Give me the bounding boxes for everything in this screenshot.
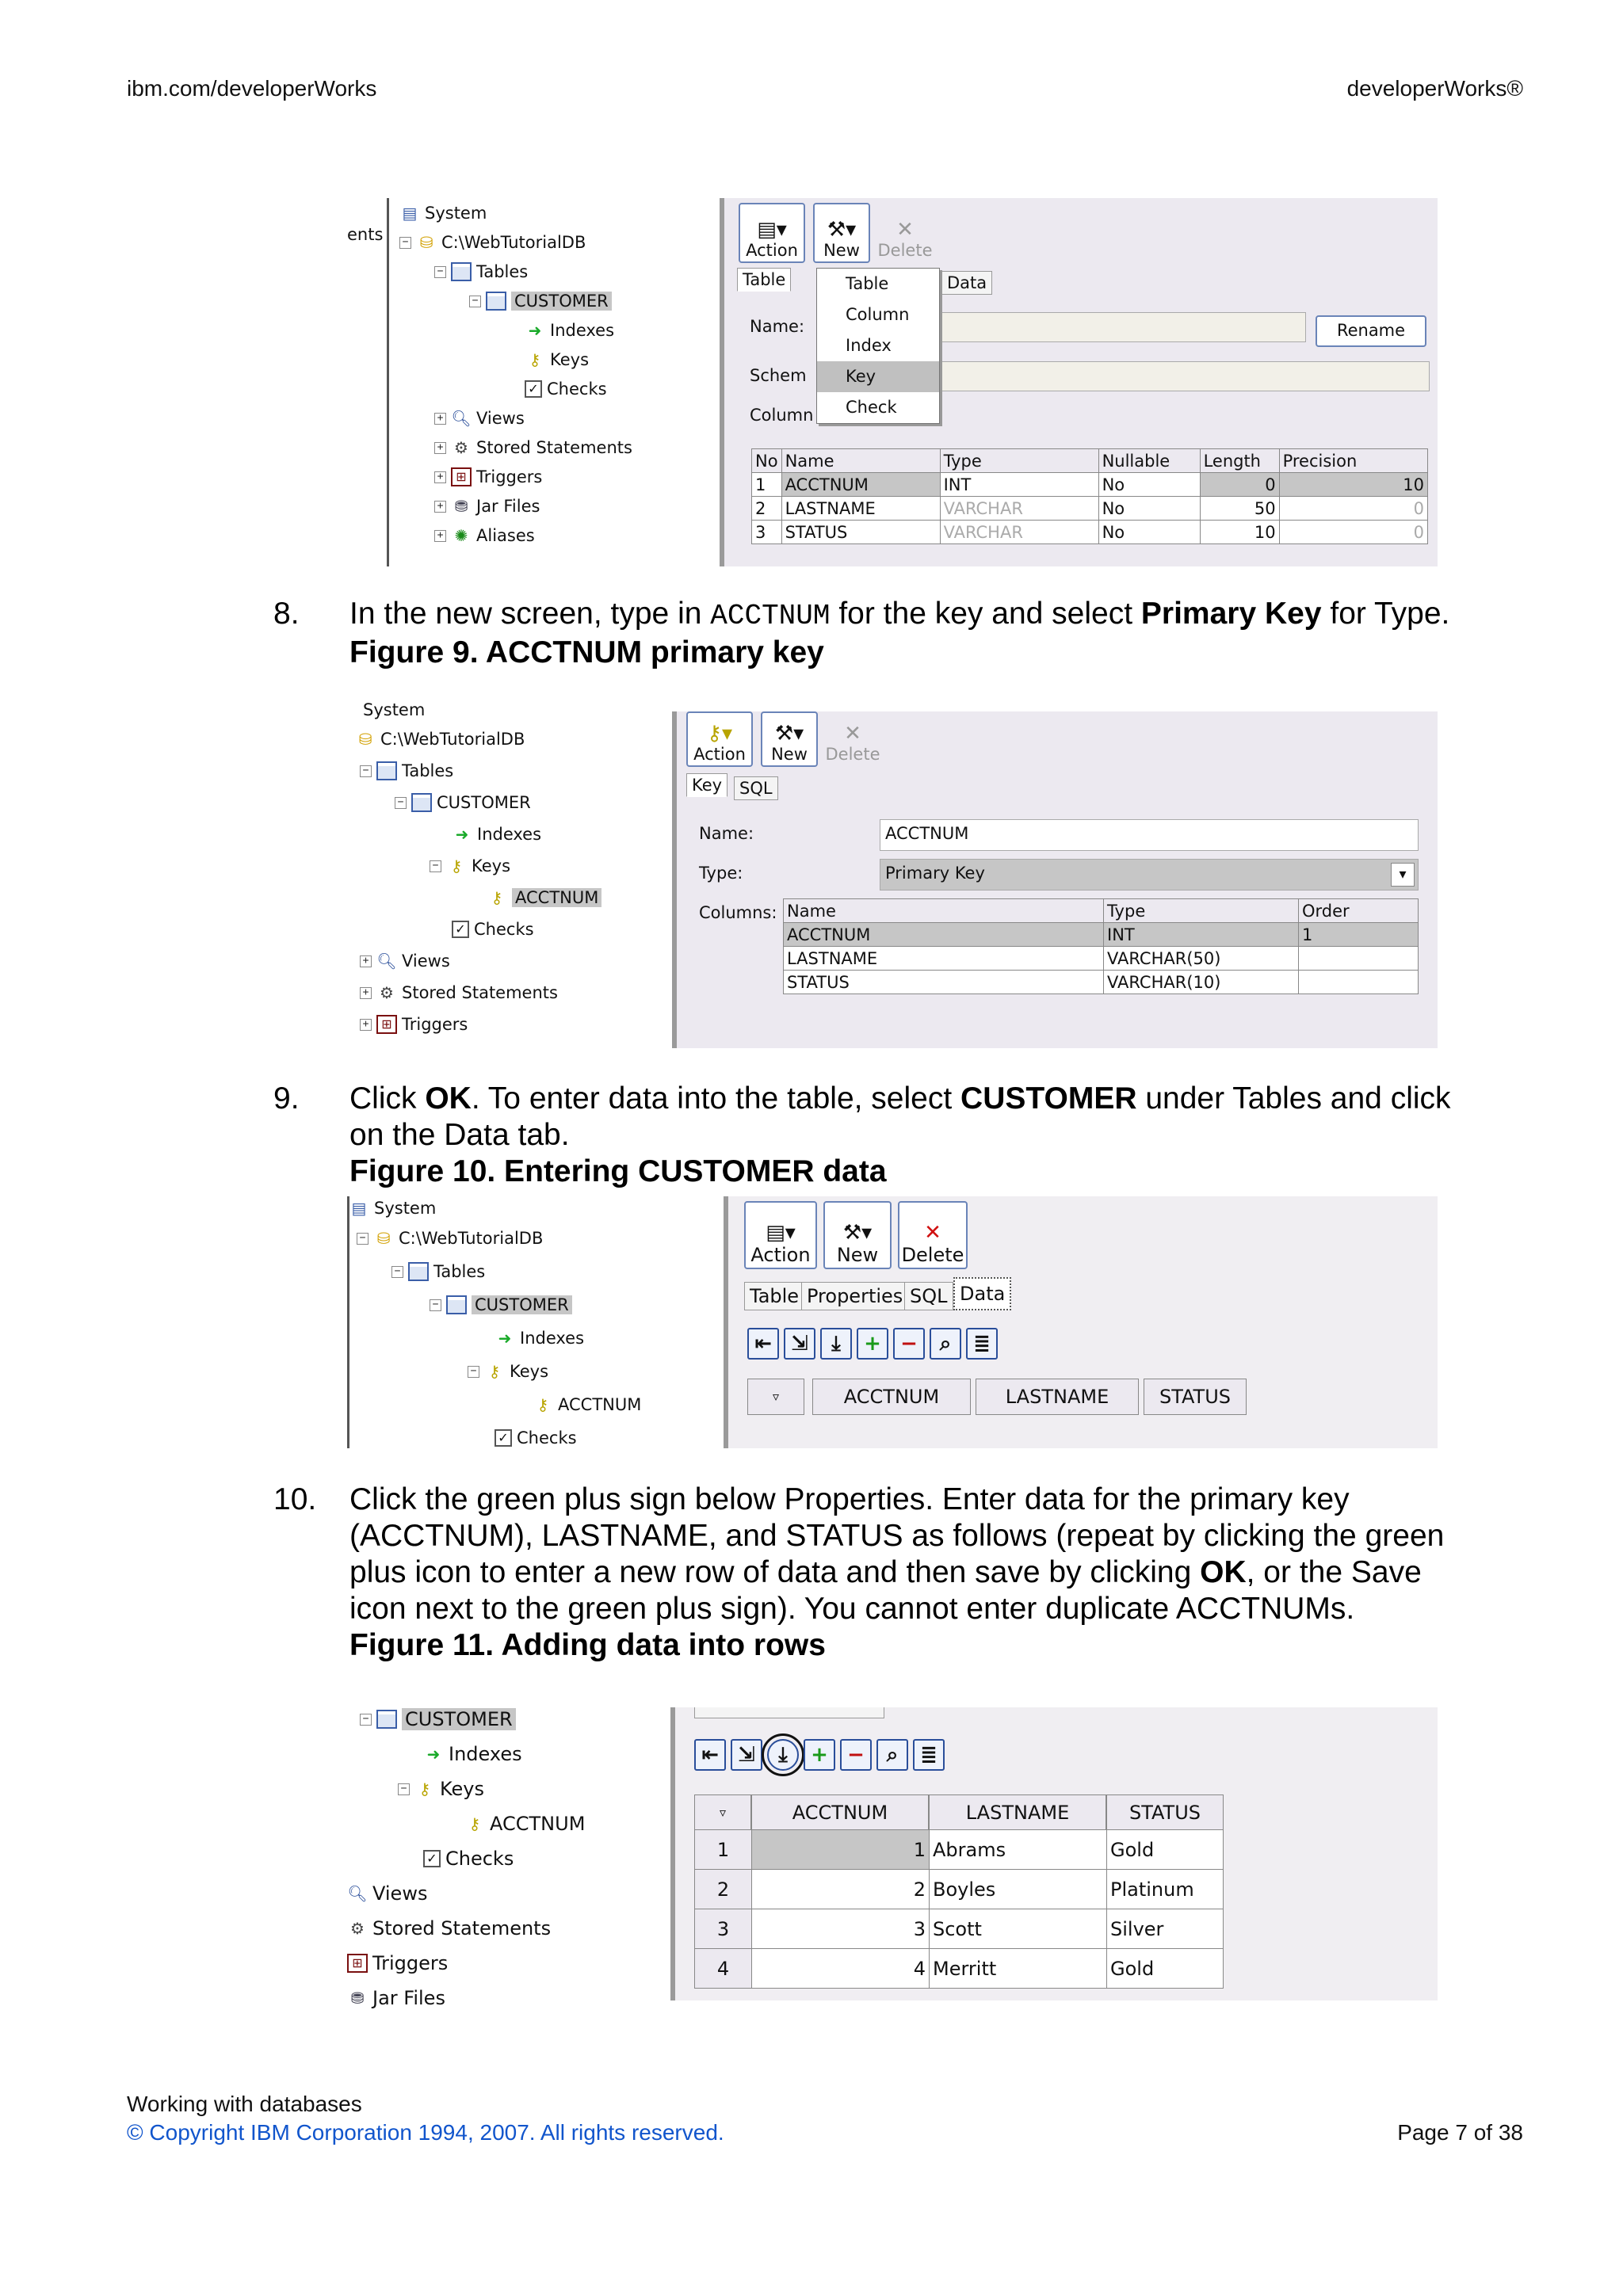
tab-data[interactable]: Data (941, 271, 992, 295)
data-panel (670, 1707, 1438, 2000)
tree-checks[interactable]: ✓ Checks (495, 1426, 577, 1450)
tree-database[interactable]: ⛁ C:\WebTutorialDB (355, 727, 525, 751)
collapse-icon[interactable]: − (430, 1299, 441, 1311)
action-icon: ▤▾ (757, 218, 787, 242)
table-row[interactable]: 3 3 Scott Silver (695, 1909, 1224, 1949)
table-row[interactable]: STATUS VARCHAR(10) (784, 971, 1419, 994)
data-toolbar (694, 1739, 945, 1771)
table-icon (486, 292, 506, 311)
tab-sql[interactable]: SQL (734, 776, 778, 800)
object-tree (347, 198, 720, 566)
database-icon: ⛁ (358, 730, 372, 749)
properties-panel (672, 711, 1438, 1048)
table-icon (451, 262, 472, 281)
checkbox-icon: ✓ (495, 1429, 512, 1447)
tree-border (387, 198, 389, 566)
key-name-input[interactable]: ACCTNUM (880, 819, 1419, 851)
key-icon: ⚷ (418, 1779, 431, 1798)
table-icon (376, 761, 397, 780)
action-button[interactable]: ▤▾ Action (739, 203, 805, 263)
cut-tab-strip (694, 1707, 884, 1718)
col-header[interactable]: Precision (1279, 449, 1427, 473)
schema-select[interactable] (934, 361, 1430, 391)
close-icon: ✕ (896, 218, 914, 242)
step-number: 8. (273, 597, 300, 631)
menu-item-check[interactable]: Check (846, 398, 897, 417)
new-button[interactable]: ⚒▾ New (761, 711, 818, 767)
columns-label: Columns: (699, 903, 777, 922)
object-tree (347, 700, 672, 1048)
expand-icon[interactable]: + (434, 442, 446, 454)
table-row[interactable]: 3 STATUS VARCHAR No 10 0 (752, 521, 1428, 544)
col-header[interactable]: Type (1104, 899, 1299, 923)
col-header-lastname[interactable]: LASTNAME (976, 1379, 1139, 1415)
tree-acctnum[interactable]: ⚷ ACCTNUM (487, 886, 601, 910)
stored-statement-icon: ⚙ (454, 438, 468, 457)
tree-cut-top: System (363, 700, 426, 719)
magnifier-icon: 🔍︎ (376, 952, 397, 971)
key-type-select[interactable]: Primary Key ▾ (880, 859, 1419, 891)
object-tree (347, 1707, 670, 2009)
tree-jar-files[interactable]: ⛃ Jar Files (347, 1986, 445, 2010)
collapse-icon[interactable]: − (469, 296, 481, 307)
trigger-icon: ⊞ (376, 1015, 397, 1034)
properties-panel (720, 198, 1438, 566)
col-header[interactable]: Name (784, 899, 1104, 923)
new-button[interactable]: ⚒▾ New (823, 1201, 892, 1269)
step-body: Click the green plus sign below Properties. Enter data for the primary key (ACCTNUM), LASTNAME, and STATUS as follows (repeat by clicking the green plus icon to enter a new row of data and then save by clicking OK, or the Save icon next to the green plus sign). You cannot enter duplicate ACCTNUMs. Figure 11. Adding data into rows (349, 1482, 1459, 1664)
properties-panel (724, 1196, 1438, 1448)
row-selector-header[interactable]: ▿ (747, 1379, 804, 1415)
collapse-icon[interactable]: − (434, 266, 446, 278)
alias-icon: ✺ (454, 526, 468, 545)
tree-customer[interactable]: − CUSTOMER (360, 1707, 516, 1731)
col-header[interactable]: No (752, 449, 782, 473)
tree-keys[interactable]: − ⚷ Keys (398, 1777, 484, 1801)
col-header-status[interactable]: STATUS (1144, 1379, 1247, 1415)
panel-separator (670, 1707, 675, 2000)
table-icon (411, 793, 432, 812)
hammer-icon: ⚒▾ (774, 722, 804, 746)
table-row[interactable]: 1 ACCTNUM INT No 0 10 (752, 473, 1428, 497)
figure-caption: Figure 11. Adding data into rows (349, 1628, 826, 1662)
search-icon[interactable]: ⌕ (876, 1739, 908, 1771)
col-header-lastname[interactable]: LASTNAME (929, 1794, 1106, 1831)
arrow-right-icon: ➜ (498, 1329, 512, 1348)
checkbox-icon: ✓ (423, 1850, 441, 1867)
figure-caption: Figure 9. ACCTNUM primary key (349, 635, 824, 669)
tree-views[interactable]: + 🔍︎ Views (434, 406, 525, 430)
hammer-icon: ⚒▾ (827, 218, 857, 242)
arrow-right-icon: ➜ (455, 825, 469, 844)
table-row[interactable]: LASTNAME VARCHAR(50) (784, 947, 1419, 971)
trigger-icon: ⊞ (347, 1954, 368, 1973)
type-label: Type: (699, 864, 743, 883)
properties-icon[interactable]: ≣ (966, 1328, 998, 1360)
primary-key-icon: ⚷ (491, 888, 503, 907)
new-button[interactable]: ⚒▾ New (813, 203, 870, 263)
first-row-icon[interactable]: ⇤ (747, 1328, 779, 1360)
close-icon: ✕ (844, 722, 861, 746)
tree-keys[interactable]: − ⚷ Keys (468, 1360, 548, 1383)
action-icon: ▤▾ (766, 1221, 796, 1245)
schema-label: Schem (750, 366, 807, 385)
col-header[interactable]: Name (781, 449, 940, 473)
tree-indexes[interactable]: ➜ Indexes (423, 1742, 522, 1766)
tab-sql[interactable]: SQL (904, 1282, 953, 1310)
collapse-icon[interactable]: − (360, 1714, 372, 1726)
save-icon[interactable]: ⤓ (767, 1739, 799, 1771)
key-icon: ⚷ (450, 856, 463, 875)
rename-button[interactable]: Rename (1316, 315, 1426, 347)
menu-item-index[interactable]: Index (846, 336, 892, 355)
col-header[interactable]: Length (1200, 449, 1279, 473)
table-row[interactable]: 1 1 Abrams Gold (695, 1830, 1224, 1870)
delete-row-icon[interactable]: − (893, 1328, 925, 1360)
tree-checks[interactable]: ✓ Checks (452, 917, 534, 941)
tree-keys[interactable]: ⚷ Keys (525, 348, 589, 372)
checkbox-icon: ✓ (452, 921, 469, 938)
stored-statement-icon: ⚙ (350, 1919, 365, 1938)
expand-icon[interactable]: + (434, 413, 446, 425)
tree-system[interactable]: ▤ System (349, 1196, 436, 1220)
col-header-status[interactable]: STATUS (1106, 1794, 1224, 1831)
arrow-right-icon: ➜ (528, 321, 542, 340)
menu-item-table[interactable]: Table (846, 274, 889, 293)
col-header[interactable]: Nullable (1098, 449, 1200, 473)
panel-separator (720, 198, 724, 566)
collapse-icon[interactable]: − (360, 765, 372, 777)
system-icon: ▤ (351, 1199, 367, 1218)
key-icon: ⚷ (488, 1362, 501, 1381)
add-row-icon[interactable]: + (857, 1328, 888, 1360)
columns-table (751, 448, 1428, 544)
screenshot-customer-data (347, 1196, 1438, 1448)
delete-row-icon[interactable]: − (840, 1739, 872, 1771)
tab-key[interactable]: Key (686, 773, 727, 797)
data-grid (694, 1829, 1224, 1989)
expand-icon[interactable]: + (360, 955, 372, 967)
table-row[interactable]: 4 4 Merritt Gold (695, 1949, 1224, 1989)
magnifier-icon: 🔍︎ (451, 409, 472, 428)
tree-customer[interactable]: − CUSTOMER (469, 289, 612, 313)
collapse-icon[interactable]: − (430, 860, 441, 872)
footer-page-number: Page 7 of 38 (1397, 2120, 1523, 2145)
tree-views[interactable]: 🔍︎ Views (347, 1882, 428, 1905)
step-number: 10. (273, 1482, 317, 1516)
footer-title: Working with databases (127, 2092, 362, 2116)
delete-button[interactable]: ✕ Delete (825, 722, 880, 764)
properties-icon[interactable]: ≣ (913, 1739, 945, 1771)
header-left: ibm.com/developerWorks (127, 76, 377, 101)
database-icon: ⛁ (376, 1229, 391, 1248)
table-icon (376, 1710, 397, 1729)
tree-customer[interactable]: − CUSTOMER (430, 1293, 572, 1317)
tree-database[interactable]: − ⛁ C:\WebTutorialDB (357, 1226, 543, 1250)
tree-indexes[interactable]: ➜ Indexes (495, 1326, 584, 1350)
tree-triggers[interactable]: + ⊞ Triggers (360, 1013, 468, 1036)
tree-tables[interactable]: − Tables (434, 260, 528, 284)
primary-key-icon: ⚷ (468, 1814, 481, 1833)
action-button[interactable]: ▤▾ Action (744, 1201, 817, 1269)
tree-acctnum[interactable]: ⚷ ACCTNUM (533, 1393, 641, 1417)
tree-checks[interactable]: ✓ Checks (423, 1847, 514, 1871)
key-icon: ⚷ (529, 350, 541, 369)
expand-icon[interactable]: + (434, 501, 446, 513)
jar-icon: ⛃ (454, 497, 468, 516)
collapse-icon[interactable]: − (391, 1266, 403, 1278)
tree-acctnum[interactable]: ⚷ ACCTNUM (464, 1812, 585, 1836)
tree-stored-statements[interactable]: + ⚙ Stored Statements (434, 436, 632, 460)
trigger-icon: ⊞ (451, 467, 472, 486)
table-row[interactable]: 2 2 Boyles Platinum (695, 1870, 1224, 1909)
footer-copyright-link[interactable]: © Copyright IBM Corporation 1994, 2007. All rights reserved. (127, 2120, 724, 2145)
data-toolbar (747, 1328, 998, 1360)
add-row-icon[interactable]: + (804, 1739, 835, 1771)
delete-button[interactable]: ✕ Delete (898, 1201, 968, 1269)
tree-indexes[interactable]: ➜ Indexes (452, 822, 541, 846)
magnifier-icon: 🔍︎ (347, 1884, 368, 1903)
tree-views[interactable]: + 🔍︎ Views (360, 949, 450, 973)
object-tree (347, 1196, 724, 1448)
step-number: 9. (273, 1081, 300, 1116)
chevron-down-icon[interactable]: ▾ (1391, 863, 1415, 887)
name-label: Name: (750, 317, 805, 336)
col-header-acctnum[interactable]: ACCTNUM (751, 1794, 929, 1831)
new-dropdown-menu (816, 268, 940, 424)
tree-checks[interactable]: ✓ Checks (525, 377, 607, 401)
collapse-icon[interactable]: − (395, 797, 407, 809)
import-icon[interactable]: ⇲ (784, 1328, 815, 1360)
col-header-acctnum[interactable]: ACCTNUM (812, 1379, 971, 1415)
screenshot-new-menu (347, 198, 1438, 566)
collapse-icon[interactable]: − (399, 237, 411, 249)
collapse-icon[interactable]: − (357, 1233, 369, 1245)
tree-triggers[interactable]: + ⊞ Triggers (434, 465, 542, 489)
col-header[interactable]: Type (940, 449, 1098, 473)
expand-icon[interactable]: + (434, 530, 446, 542)
action-button[interactable]: ⚷▾ Action (686, 711, 753, 767)
panel-separator (672, 711, 677, 1048)
system-icon: ▤ (402, 204, 418, 223)
row-selector-header[interactable]: ▿ (694, 1794, 751, 1831)
columns-label: Column (750, 406, 814, 425)
tab-table[interactable]: Table (737, 268, 791, 292)
search-icon[interactable]: ⌕ (930, 1328, 961, 1360)
database-icon: ⛁ (419, 233, 433, 252)
panel-separator (724, 1196, 728, 1448)
name-label: Name: (699, 824, 754, 843)
tree-stored-statements[interactable]: ⚙ Stored Statements (347, 1917, 551, 1940)
expand-icon[interactable]: + (434, 471, 446, 483)
tree-database[interactable]: − ⛁ C:\WebTutorialDB (399, 231, 586, 254)
table-icon (408, 1262, 429, 1281)
key-columns-table (783, 898, 1419, 994)
import-icon[interactable]: ⇲ (731, 1739, 762, 1771)
table-icon (446, 1295, 467, 1314)
tree-tables[interactable]: − Tables (360, 759, 453, 783)
tree-keys[interactable]: − ⚷ Keys (430, 854, 510, 878)
key-icon: ⚷▾ (706, 722, 733, 746)
first-row-icon[interactable]: ⇤ (694, 1739, 726, 1771)
col-header[interactable]: Order (1299, 899, 1419, 923)
jar-icon: ⛃ (350, 1989, 365, 2008)
menu-item-column[interactable]: Column (846, 305, 910, 324)
name-field[interactable] (934, 312, 1306, 342)
tree-indexes[interactable]: ➜ Indexes (525, 318, 614, 342)
delete-button[interactable]: ✕ Delete (877, 218, 933, 260)
table-row[interactable]: 2 LASTNAME VARCHAR No 50 0 (752, 497, 1428, 521)
tree-tables[interactable]: − Tables (391, 1260, 485, 1283)
checkbox-icon: ✓ (525, 380, 542, 398)
menu-item-key[interactable]: Key (817, 361, 939, 392)
tree-cut-label: ents (347, 225, 384, 244)
screenshot-adding-rows (347, 1707, 1438, 2009)
figure-caption: Figure 10. Entering CUSTOMER data (349, 1154, 887, 1188)
tab-table[interactable]: Table (744, 1282, 804, 1310)
primary-key-icon: ⚷ (537, 1395, 549, 1414)
tree-border (347, 1196, 349, 1448)
tree-jar-files[interactable]: + ⛃ Jar Files (434, 494, 540, 518)
hammer-icon: ⚒▾ (842, 1221, 873, 1245)
code-text: ACCTNUM (710, 600, 831, 632)
save-icon[interactable]: ⤓ (820, 1328, 852, 1360)
table-row[interactable]: ACCTNUM INT 1 (784, 923, 1419, 947)
tree-customer[interactable]: − CUSTOMER (395, 791, 531, 814)
screenshot-primary-key (347, 700, 1438, 1048)
tree-system[interactable]: ▤ System (399, 201, 487, 225)
collapse-icon[interactable]: − (468, 1366, 479, 1378)
close-icon: ✕ (924, 1221, 941, 1245)
tab-properties[interactable]: Properties (801, 1282, 908, 1310)
expand-icon[interactable]: + (360, 987, 372, 999)
tree-aliases[interactable]: + ✺ Aliases (434, 524, 535, 547)
header-right: developerWorks® (1346, 76, 1523, 101)
arrow-right-icon: ➜ (426, 1745, 441, 1764)
expand-icon[interactable]: + (360, 1019, 372, 1031)
tree-stored-statements[interactable]: + ⚙ Stored Statements (360, 981, 558, 1005)
stored-statement-icon: ⚙ (380, 983, 394, 1002)
tab-data[interactable]: Data (953, 1277, 1011, 1310)
collapse-icon[interactable]: − (398, 1783, 410, 1795)
step-body: In the new screen, type in ACCTNUM for the key and select Primary Key for Type. Figure 9. ACCTNUM primary key (349, 596, 1459, 671)
tree-triggers[interactable]: ⊞ Triggers (347, 1951, 448, 1975)
step-body: Click OK. To enter data into the table, select CUSTOMER under Tables and click on the Data tab. Figure 10. Entering CUSTOMER data (349, 1081, 1459, 1190)
